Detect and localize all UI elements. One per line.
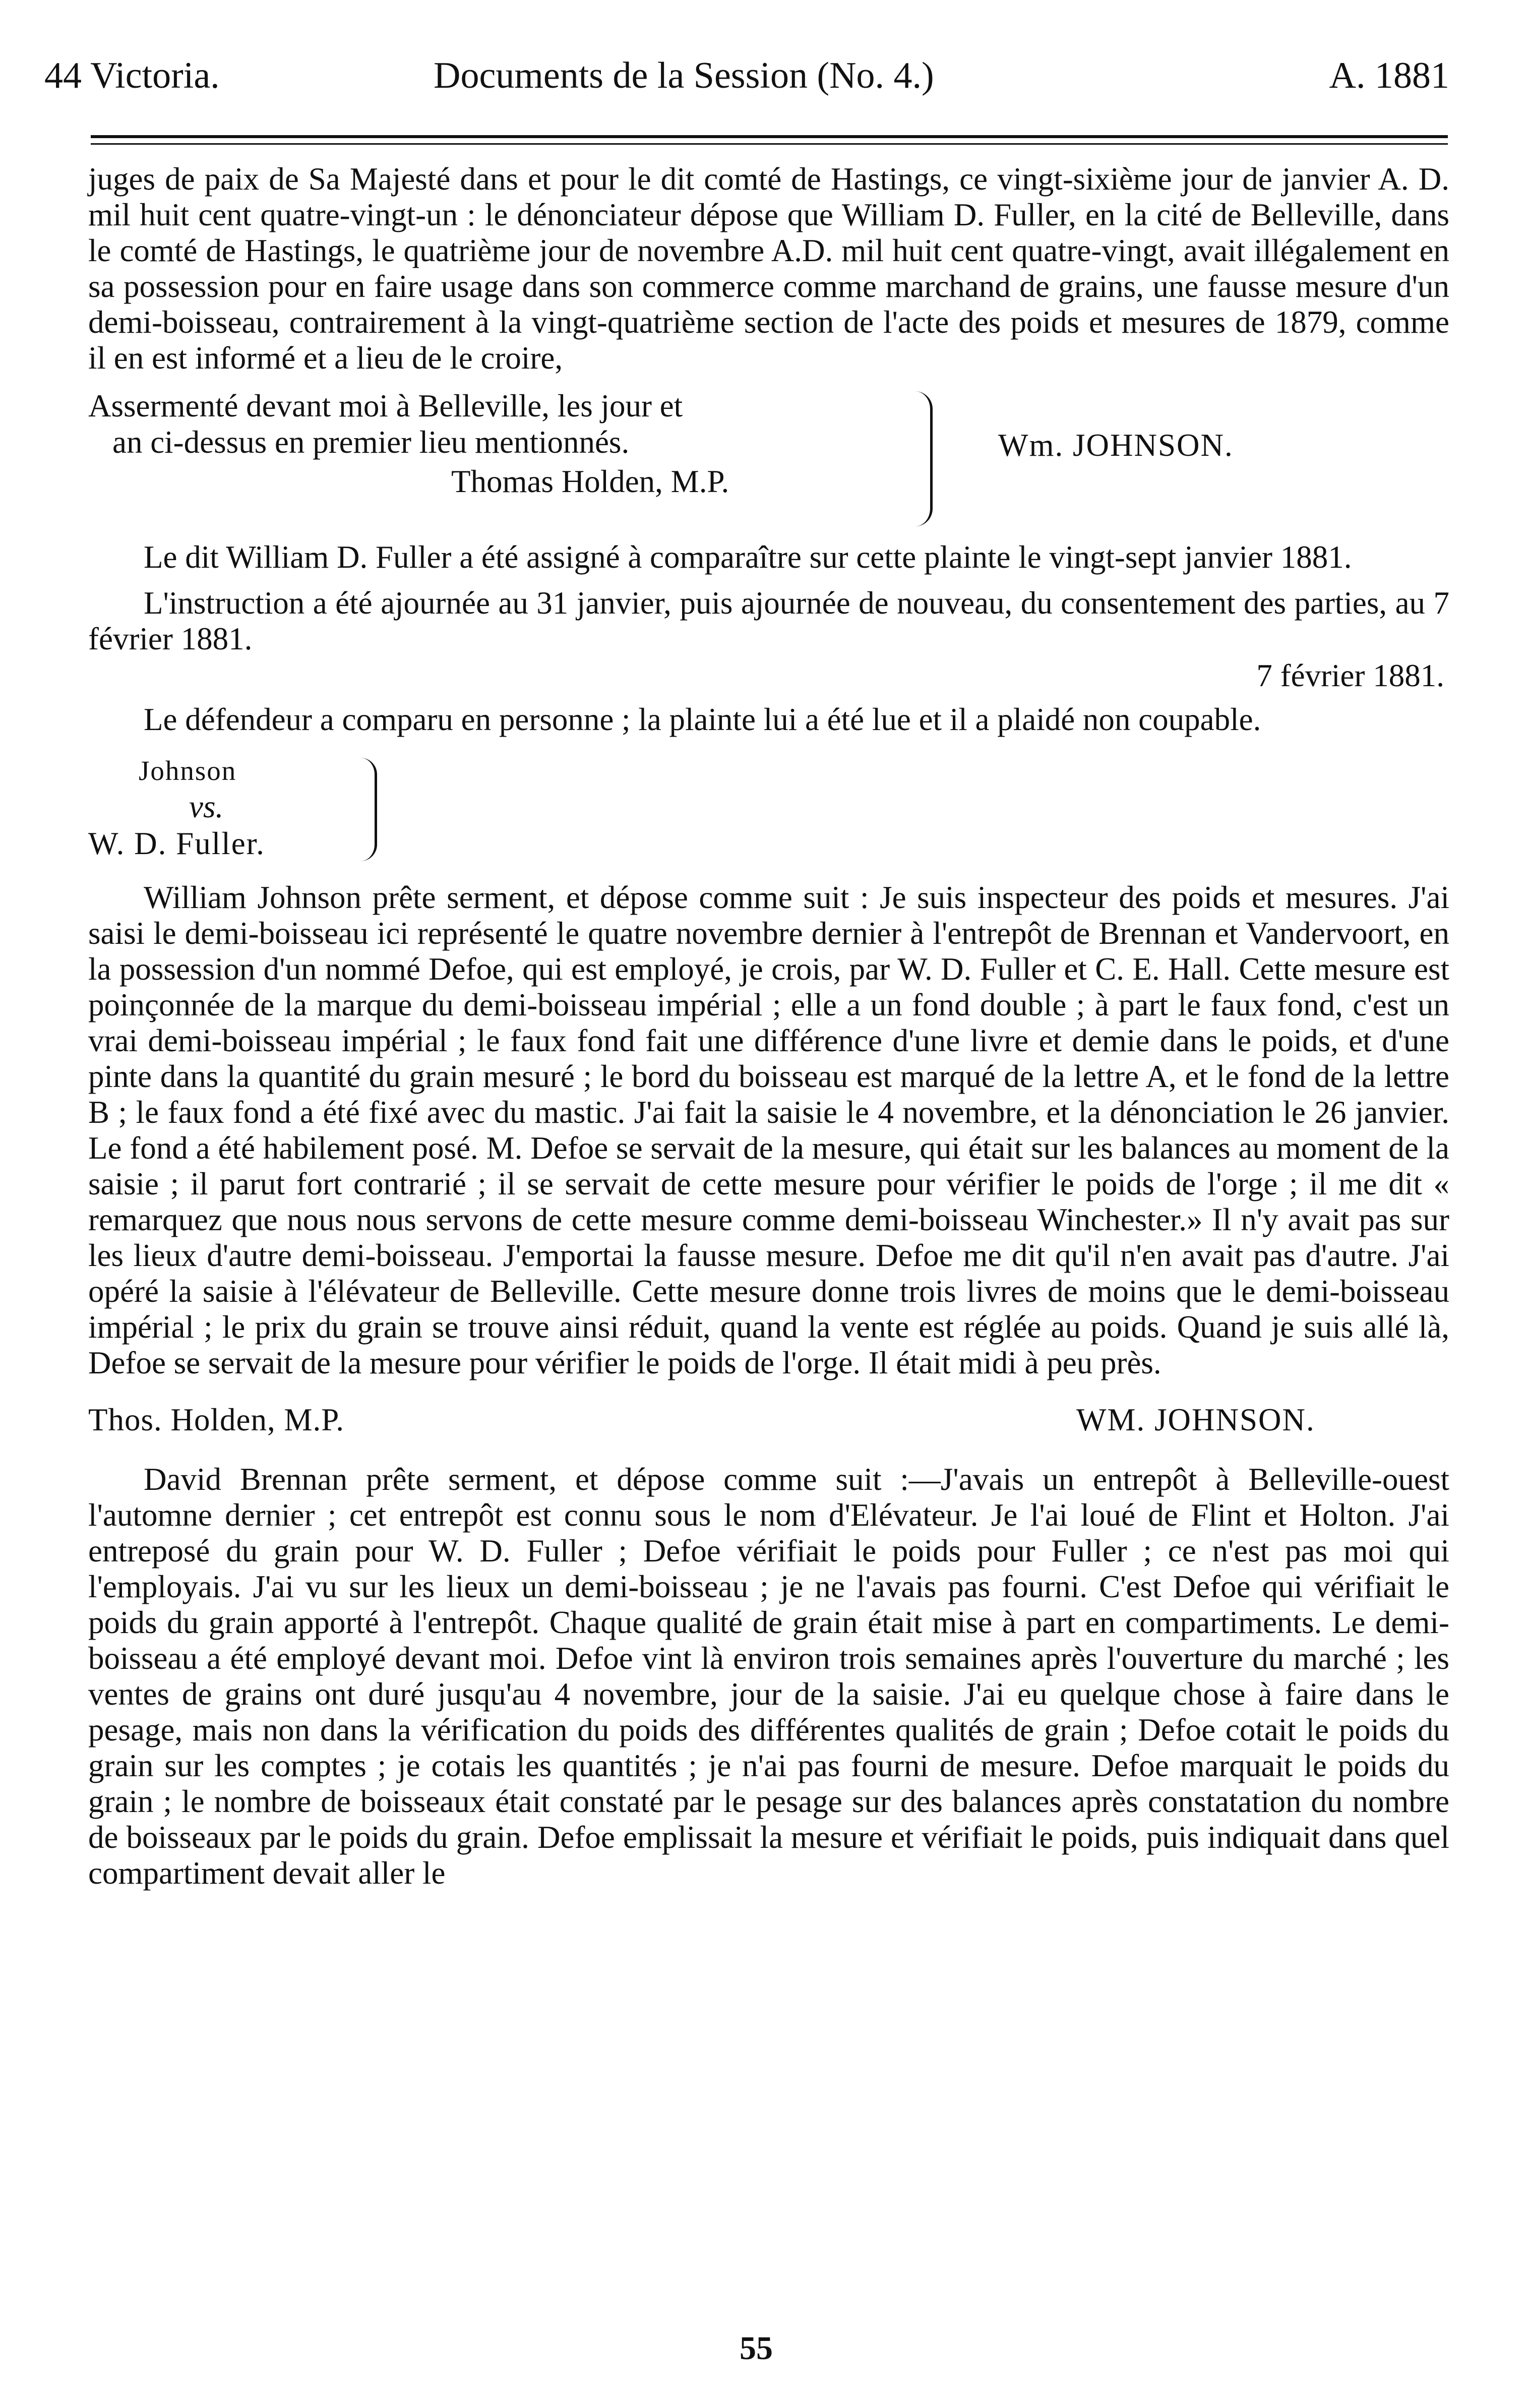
hearing-date: 7 février 1881. (1256, 658, 1444, 693)
case-defendant: W. D. Fuller. (88, 826, 265, 861)
paragraph-summons: Le dit William D. Fuller a été assigné à comparaître sur cette plainte le vingt-sept janvier 1881. (144, 539, 1352, 575)
paragraph-adjournment: L'instruction a été ajournée au 31 janvier, puis ajournée de nouveau, du consentement des parties, au 7 février 1881. (88, 585, 1449, 656)
case-plaintiff: Johnson (139, 755, 237, 786)
brace-icon (915, 391, 933, 526)
signature-justice: Thos. Holden, M.P. (88, 1402, 345, 1437)
page-number: 55 (740, 2330, 773, 2367)
paragraph-plea: Le défendeur a comparu en personne ; la plainte lui a été lue et il a plaidé non coupable. (144, 702, 1261, 737)
header-rule-thin (91, 143, 1448, 145)
page-header (40, 48, 1449, 103)
brace-icon (360, 758, 377, 861)
affidavit-line-2: an ci-dessus en premier lieu mentionnés. (112, 425, 630, 460)
affidavit-line-1: Assermenté devant moi à Belleville, les jour et (88, 388, 683, 424)
header-year: A. 1881 (1329, 55, 1449, 96)
case-versus: vs. (189, 789, 224, 824)
testimony-signatures (88, 1391, 1449, 1447)
header-rule-thick (91, 135, 1448, 138)
affidavit-signature: Wm. JOHNSON. (998, 428, 1234, 463)
affidavit-block (88, 388, 1449, 539)
header-title: Documents de la Session (No. 4.) (434, 55, 934, 96)
paragraph-brennan-testimony: David Brennan prête serment, et dépose comme suit :—J'avais un entrepôt à Belleville-ouest l'automne dernier ; cet entrepôt est connu sous le nom d'Elévateur. Je l'ai loué de Flint et Holton. J'ai entreposé du grain pour W. D. Fuller ; Defoe vérifiait le poids pour Fuller ; ce n'est pas moi qui l'employais. J'ai vu sur les lieux un demi-boisseau ; je ne l'avais pas fourni. C'est Defoe qui vérifiait le poids du grain apporté à l'entrepôt. Chaque qualité de grain était mise à part en compartiments. Le demi-boisseau a été employé devant moi. Defoe vint là environ trois semaines après l'ouverture du marché ; les ventes de grains ont duré jusqu'au 4 novembre, jour de la saisie. J'ai eu quelque chose à faire dans le pesage, mais non dans la vérification du poids des différentes qualités de grain ; Defoe cotait le poids du grain sur les comptes ; je cotais les quantités ; je n'ai pas fourni de mesure. Defoe marquait le poids du grain ; le nombre de boisseaux était constaté par le pesage sur des balances après constatation du nombre de boisseaux par le poids du grain. Defoe emplissait la mesure et vérifiait le poids, puis indiquait dans quel compartiment devait aller le (88, 1462, 1449, 1891)
header-volume: 44 Victoria. (44, 55, 220, 96)
case-caption (88, 753, 1449, 869)
paragraph-johnson-testimony: William Johnson prête serment, et dépose comme suit : Je suis inspecteur des poids et mesures. J'ai saisi le demi-boisseau ici représenté le quatre novembre dernier à l'entrepôt de Brennan et Vandervoort, en la possession d'un nommé Defoe, qui est employé, je crois, par W. D. Fuller et C. E. Hall. Cette mesure est poinçonnée de la marque du demi-boisseau impérial ; elle a un fond double ; à part le faux fond, c'est un vrai demi-boisseau impérial ; le faux fond fait une différence d'une livre et demie dans le poids, et d'une pinte dans la quantité du grain mesuré ; le bord du boisseau est marqué de la lettre A, et le fond de la lettre B ; le faux fond a été fixé avec du mastic. J'ai fait la saisie le 4 novembre, et la dénonciation le 26 janvier. Le fond a été habilement posé. M. Defoe se servait de la mesure, qui était sur les balances au moment de la saisie ; il parut fort contrarié ; il se servait de cette mesure pour vérifier le poids de l'orge ; il me dit « remarquez que nous nous servons de cette mesure comme demi-boisseau Winchester.» Il n'y avait pas sur les lieux d'autre demi-boisseau. J'emportai la fausse mesure. Defoe me dit qu'il n'en avait pas d'autre. J'ai opéré la saisie à l'élévateur de Belleville. Cette mesure donne trois livres de moins que le demi-boisseau impérial ; le prix du grain se trouve ainsi réduit, quand la vente est réglée au poids. Quand je suis allé là, Defoe se servait de la mesure pour vérifier le poids de l'orge. Il était midi à peu près. (88, 880, 1449, 1380)
signature-witness: WM. JOHNSON. (1076, 1402, 1315, 1437)
paragraph-complaint: juges de paix de Sa Majesté dans et pour le dit comté de Hastings, ce vingt-sixième jour de janvier A. D. mil huit cent quatre-vingt-un : le dénonciateur dépose que William D. Fuller, en la cité de Belleville, dans le comté de Hastings, le quatrième jour de novembre A.D. mil huit cent quatre-vingt, avait illégalement en sa possession pour en faire usage dans son commerce comme marchand de grains, une fausse mesure d'un demi-boisseau, contrairement à la vingt-quatrième section de l'acte des poids et mesures de 1879, comme il en est informé et a lieu de le croire, (88, 161, 1449, 376)
affidavit-justice: Thomas Holden, M.P. (451, 464, 729, 499)
document-body (88, 161, 1449, 1891)
